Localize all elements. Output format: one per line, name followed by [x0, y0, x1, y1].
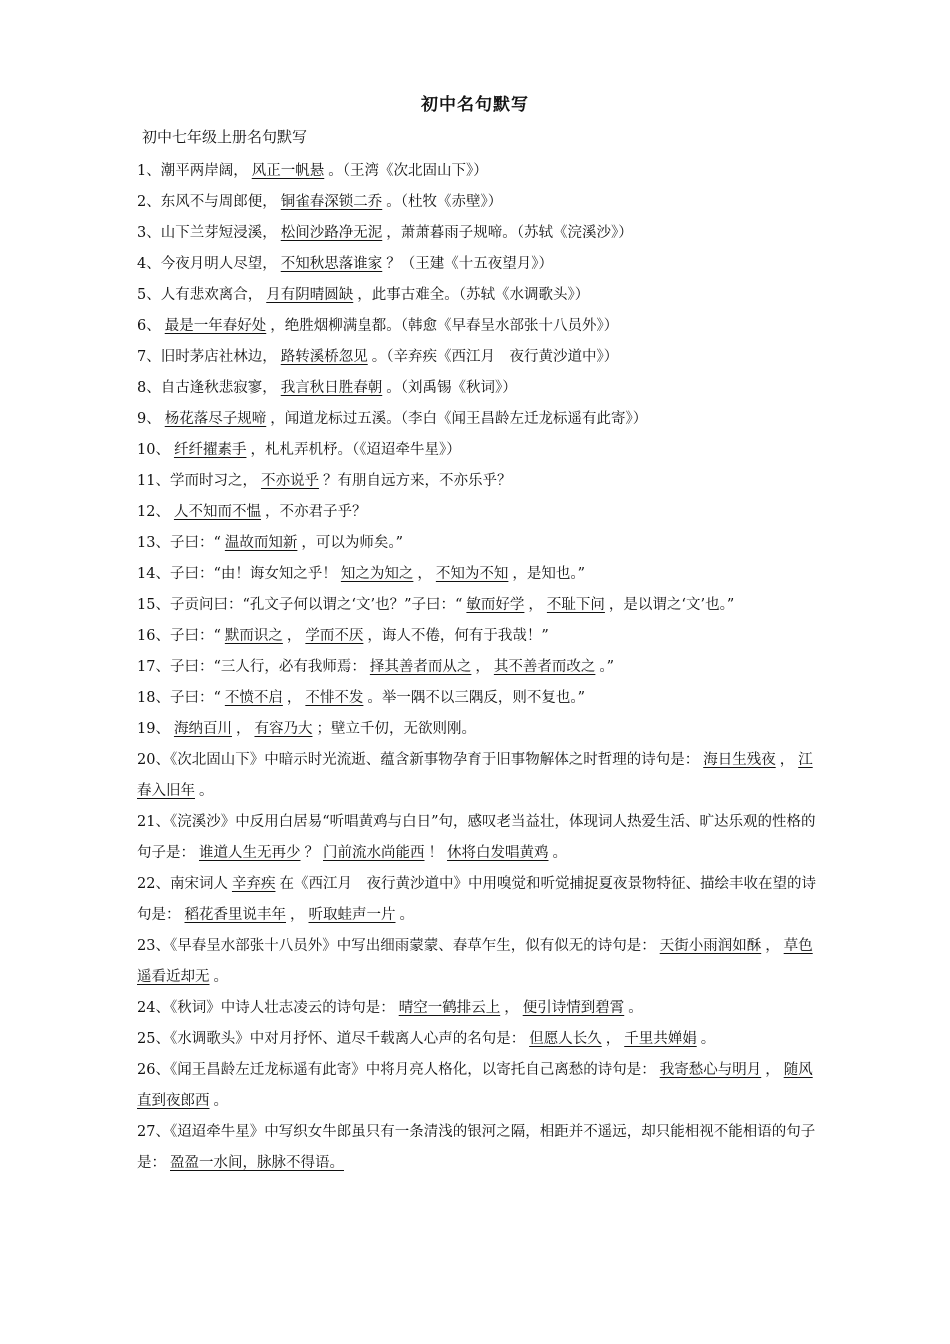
question-text: 。	[628, 1000, 643, 1016]
question-text: ，	[286, 628, 302, 644]
question-text: 6、	[137, 318, 161, 334]
question-item	[137, 466, 817, 497]
answer-blank: 风正一帆悬	[251, 163, 325, 179]
answer-blank: 但愿人长久	[529, 1031, 602, 1047]
question-item	[137, 993, 817, 1024]
document-title: 初中名句默写	[421, 95, 529, 115]
question-text: ，闻道龙标过五溪。（李白《闻王昌龄左迁龙标遥有此寄》）	[270, 411, 648, 427]
question-text: 24、《秋词》中诗人壮志凌云的诗句是：	[137, 1000, 395, 1016]
question-text: ，可以为师矣。”	[301, 535, 404, 551]
question-text: 10、	[137, 442, 170, 458]
question-item	[137, 497, 817, 528]
question-text: ，是知也。”	[512, 566, 586, 582]
answer-blank: 人不知而不愠	[173, 504, 261, 520]
question-text: 15、子贡问曰：“孔文子何以谓之‘文’也？”子曰：“	[137, 597, 463, 613]
question-text: ，	[417, 566, 432, 582]
question-text: 23、《早春呈水部张十八员外》中写出细雨蒙蒙、春草乍生，似有似无的诗句是：	[137, 938, 656, 954]
question-item	[137, 621, 817, 652]
answer-blank: 铜雀春深锁二乔	[280, 194, 383, 210]
question-text: 18、子曰：“	[137, 690, 221, 706]
question-text: ，	[779, 752, 795, 768]
question-text: 27、《迢迢牵牛星》中写织女牛郎虽只有一条清浅的银河之隔，相距并不遥远，却只能相视不能相语的句子是：	[137, 1124, 816, 1171]
answer-blank: 知之为知之	[340, 566, 414, 582]
answer-blank: 门前流水尚能西	[323, 845, 425, 861]
answer-blank: 辛弃疾	[231, 876, 276, 892]
question-item	[137, 1024, 817, 1055]
question-text: 22、南宋词人	[137, 876, 228, 892]
question-text: 。”	[599, 659, 615, 675]
answer-blank: 默而识之	[224, 628, 283, 644]
answer-blank: 江春入旧年	[137, 752, 813, 799]
question-text: ，	[475, 659, 490, 675]
question-text: 8、自古逢秋悲寂寥，	[137, 380, 277, 396]
question-item	[137, 559, 817, 590]
question-text: 。	[700, 1031, 716, 1047]
answer-blank: 敏而好学	[466, 597, 525, 613]
question-text: 9、	[137, 411, 161, 427]
question-item	[137, 931, 817, 993]
question-item	[137, 404, 817, 435]
question-text: ，此事古难全。（苏轼《水调歌头》）	[357, 287, 590, 303]
question-text: 19、	[137, 721, 170, 737]
question-item	[137, 1117, 817, 1179]
question-item	[137, 745, 817, 807]
question-item	[137, 373, 817, 404]
question-text: 。（刘禹锡《秋词》）	[386, 380, 517, 396]
question-text: ，	[528, 597, 543, 613]
question-text: 14、子曰：“由！诲女知之乎！	[137, 566, 337, 582]
question-text: ！	[428, 845, 443, 861]
answer-blank: 纤纤擢素手	[173, 442, 247, 458]
question-text: 。	[552, 845, 567, 861]
answer-blank: 我言秋日胜春朝	[280, 380, 383, 396]
question-text: 。（辛弃疾《西江月 夜行黄沙道中》）	[371, 349, 619, 365]
question-item	[137, 280, 817, 311]
question-text: 12、	[137, 504, 170, 520]
answer-blank: 温故而知新	[224, 535, 298, 551]
section-subtitle: 初中七年级上册名句默写	[142, 128, 308, 146]
answer-blank: 便引诗情到碧霄	[522, 1000, 625, 1016]
answer-blank: 学而不厌	[305, 628, 364, 644]
answer-blank: 杨花落尽子规啼	[164, 411, 267, 427]
answer-blank: 月有阴晴圆缺	[266, 287, 354, 303]
question-text: 11、学而时习之，	[137, 473, 257, 489]
question-item	[137, 683, 817, 714]
question-text: 1、潮平两岸阔，	[137, 163, 248, 179]
question-text: 。	[199, 783, 214, 799]
answer-blank: 不知为不知	[435, 566, 509, 582]
question-text: ，	[290, 907, 305, 923]
question-text: ，不亦君子乎？	[264, 504, 367, 520]
answer-blank: 不耻下问	[546, 597, 605, 613]
question-text: 16、子曰：“	[137, 628, 221, 644]
question-text: ，	[235, 721, 251, 737]
question-item	[137, 435, 817, 466]
question-text: ，	[286, 690, 302, 706]
question-item	[137, 156, 817, 187]
answer-blank: 海日生残夜	[703, 752, 776, 768]
question-text: ，	[765, 938, 780, 954]
answer-blank: 天街小雨润如酥	[659, 938, 762, 954]
question-list	[137, 156, 817, 1179]
question-item	[137, 714, 817, 745]
question-text: 在《西江月 夜行黄沙道中》中用嗅觉和听觉捕捉夏夜景物特征、描绘丰收在望的诗句是：	[137, 876, 816, 923]
answer-blank: 路转溪桥忽见	[280, 349, 368, 365]
question-item	[137, 807, 817, 869]
question-text: 。（王湾《次北固山下》）	[328, 163, 488, 179]
question-item	[137, 311, 817, 342]
answer-blank: 随风直到夜郎西	[137, 1062, 813, 1109]
answer-blank: 稻花香里说丰年	[184, 907, 286, 923]
question-item	[137, 652, 817, 683]
question-text: 。举一隅不以三隅反，则不复也。”	[367, 690, 586, 706]
question-text: 2、东风不与周郎便，	[137, 194, 277, 210]
answer-blank: 我寄愁心与明月	[659, 1062, 762, 1078]
answer-blank: 不愤不启	[224, 690, 283, 706]
question-text: ，萧萧暮雨子规啼。（苏轼《浣溪沙》）	[386, 225, 633, 241]
question-text: 4、今夜月明人尽望，	[137, 256, 277, 272]
question-item	[137, 249, 817, 280]
question-text: 5、人有悲欢离合，	[137, 287, 263, 303]
question-text: 3、山下兰芽短浸溪，	[137, 225, 277, 241]
question-item	[137, 218, 817, 249]
question-text: ，	[765, 1062, 780, 1078]
question-text: ，	[504, 1000, 519, 1016]
question-text: 21、《浣溪沙》中反用白居易“听唱黄鸡与白日”句，感叹老当益壮，体现词人热爱生活、旷达乐观的性格的句子是：	[137, 814, 816, 861]
question-item	[137, 590, 817, 621]
answer-blank: 不知秋思落谁家	[280, 256, 383, 272]
answer-blank: 谁道人生无再少	[199, 845, 301, 861]
question-text: 20、《次北固山下》中暗示时光流逝、蕴含新事物孕育于旧事物解体之时哲理的诗句是：	[137, 752, 700, 768]
question-text: 7、旧时茅店社林边，	[137, 349, 277, 365]
question-text: ？（王建《十五夜望月》）	[386, 256, 553, 272]
question-text: 。	[213, 1093, 228, 1109]
question-text: 25、《水调歌头》中对月抒怀、道尽千载离人心声的名句是：	[137, 1031, 526, 1047]
answer-blank: 不悱不发	[305, 690, 364, 706]
question-text: 。	[399, 907, 414, 923]
question-item	[137, 528, 817, 559]
question-item	[137, 1055, 817, 1117]
answer-blank: 草色遥看近却无	[137, 938, 813, 985]
question-item	[137, 187, 817, 218]
answer-blank: 千里共婵娟	[624, 1031, 697, 1047]
question-text: 。（杜牧《赤壁》）	[386, 194, 503, 210]
question-text: 13、子曰：“	[137, 535, 221, 551]
answer-blank: 不亦说乎	[260, 473, 319, 489]
answer-blank: 有容乃大	[254, 721, 313, 737]
answer-blank: 海纳百川	[173, 721, 232, 737]
answer-blank: 其不善者而改之	[493, 659, 596, 675]
question-item	[137, 342, 817, 373]
answer-blank: 盈盈一水间，脉脉不得语。	[170, 1155, 344, 1171]
question-text: ，	[605, 1031, 621, 1047]
question-text: ？	[304, 845, 319, 861]
answer-blank: 松间沙路净无泥	[280, 225, 383, 241]
question-text: ；壁立千仞，无欲则刚。	[316, 721, 476, 737]
question-item	[137, 869, 817, 931]
answer-blank: 晴空一鹤排云上	[398, 1000, 501, 1016]
question-text: ，是以谓之‘文’也。”	[608, 597, 735, 613]
question-text: ，诲人不倦，何有于我哉！”	[367, 628, 549, 644]
question-text: ？有朋自远方来，不亦乐乎？	[322, 473, 512, 489]
question-text: 26、《闻王昌龄左迁龙标遥有此寄》中将月亮人格化，以寄托自己离愁的诗句是：	[137, 1062, 656, 1078]
answer-blank: 最是一年春好处	[164, 318, 267, 334]
question-text: 。	[213, 969, 228, 985]
answer-blank: 择其善者而从之	[369, 659, 472, 675]
question-text: ，绝胜烟柳满皇都。（韩愈《早春呈水部张十八员外》）	[270, 318, 619, 334]
answer-blank: 听取蛙声一片	[308, 907, 396, 923]
question-text: ，札札弄机杼。（《迢迢牵牛星》）	[250, 442, 461, 458]
question-text: 17、子曰：“三人行，必有我师焉：	[137, 659, 366, 675]
answer-blank: 休将白发唱黄鸡	[447, 845, 549, 861]
